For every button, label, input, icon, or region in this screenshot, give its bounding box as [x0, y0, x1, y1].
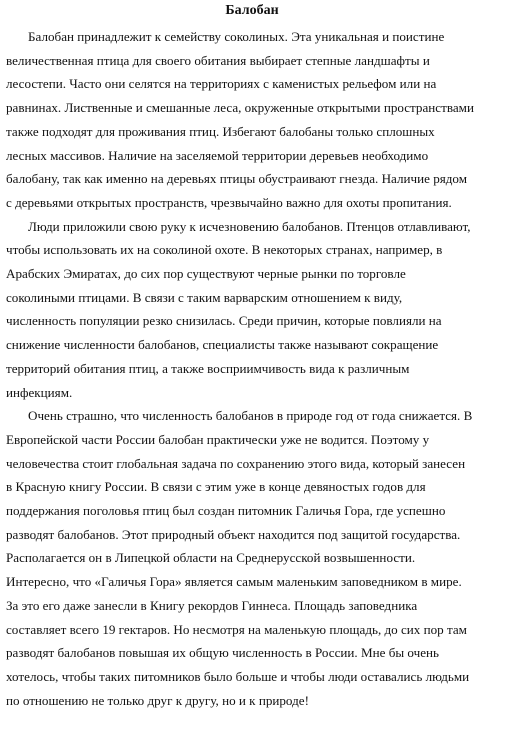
text-line: по отношению не только друг к другу, но и к природе!: [6, 692, 309, 708]
text-line: человечества стоит глобальная задача по сохранению этого вида, который занесен: [6, 455, 466, 471]
paragraph-3: [6, 404, 498, 712]
text-line: Люди приложили свою руку к исчезновению балобанов. Птенцов отлавливают,: [28, 218, 471, 234]
text-line: лесных массивов. Наличие на заселяемой территории деревьев необходимо: [6, 147, 429, 163]
text-line: величественная птица для своего обитания выбирает степные ландшафты и: [6, 52, 430, 68]
paragraph-2: [6, 215, 498, 405]
text-line: хотелось, чтобы таких питомников было больше и чтобы люди оставались людьми: [6, 668, 470, 684]
text-line: с деревьями открытых пространств, чрезвычайно важно для охоты пропитания.: [6, 194, 452, 210]
paragraph-1: [6, 25, 498, 215]
text-line: составляет всего 19 гектаров. Но несмотря на маленькую площадь, до сих пор там: [6, 621, 467, 637]
text-line: снижение численности балобанов, специалисты также называют сокращение: [6, 337, 439, 353]
text-line: также подходят для проживания птиц. Избегают балобаны только сплошных: [6, 123, 435, 139]
document-title: Балобан: [225, 3, 279, 18]
text-line: Арабских Эмиратах, до сих пор существуют черные рынки по торговле: [6, 266, 406, 282]
text-line: Интересно, что «Галичья Гора» является самым маленьким заповедником в мире.: [6, 574, 462, 590]
text-line: За это его даже занесли в Книгу рекордов Гиннеса. Площадь заповедника: [6, 597, 418, 613]
text-line: равнинах. Лиственные и смешанные леса, окруженные открытыми пространствами: [6, 100, 474, 116]
text-line: лесостепи. Часто они селятся на территориях с каменистых рельефом или на: [6, 76, 437, 92]
text-line: в Красную книгу России. В связи с этим уже в конце девяностых годов для: [6, 479, 426, 495]
text-line: разводят балобанов. Этот природный объект находится под защитой государства.: [6, 526, 461, 542]
text-line: численность популяции резко снизилась. Среди причин, которые повлияли на: [6, 313, 442, 329]
text-line: инфекциям.: [6, 384, 73, 400]
text-line: Очень страшно, что численность балобанов в природе год от года снижается. В: [28, 408, 473, 424]
text-line: разводят балобанов повышая их общую численность в России. Мне бы очень: [6, 645, 440, 661]
text-line: Балобан принадлежит к семейству соколиных. Эта уникальная и поистине: [28, 29, 445, 44]
text-line: соколиными птицами. В связи с таким варварским отношением к виду,: [6, 289, 403, 305]
text-line: балобану, так как именно на деревьях птицы обустраивают гнезда. Наличие рядом: [6, 171, 468, 187]
text-line: чтобы использовать их на соколиной охоте. В некоторых странах, например, в: [6, 242, 443, 258]
text-line: территорий обитания птиц, а также восприимчивость вида к различным: [6, 360, 410, 376]
text-line: поддержания поголовья птиц был создан питомник Галичья Гора, где успешно: [6, 503, 446, 519]
text-line: Европейской части России балобан практически уже не водится. Поэтому у: [6, 431, 430, 447]
text-line: Располагается он в Липецкой области на Среднерусской возвышенности.: [6, 550, 416, 566]
